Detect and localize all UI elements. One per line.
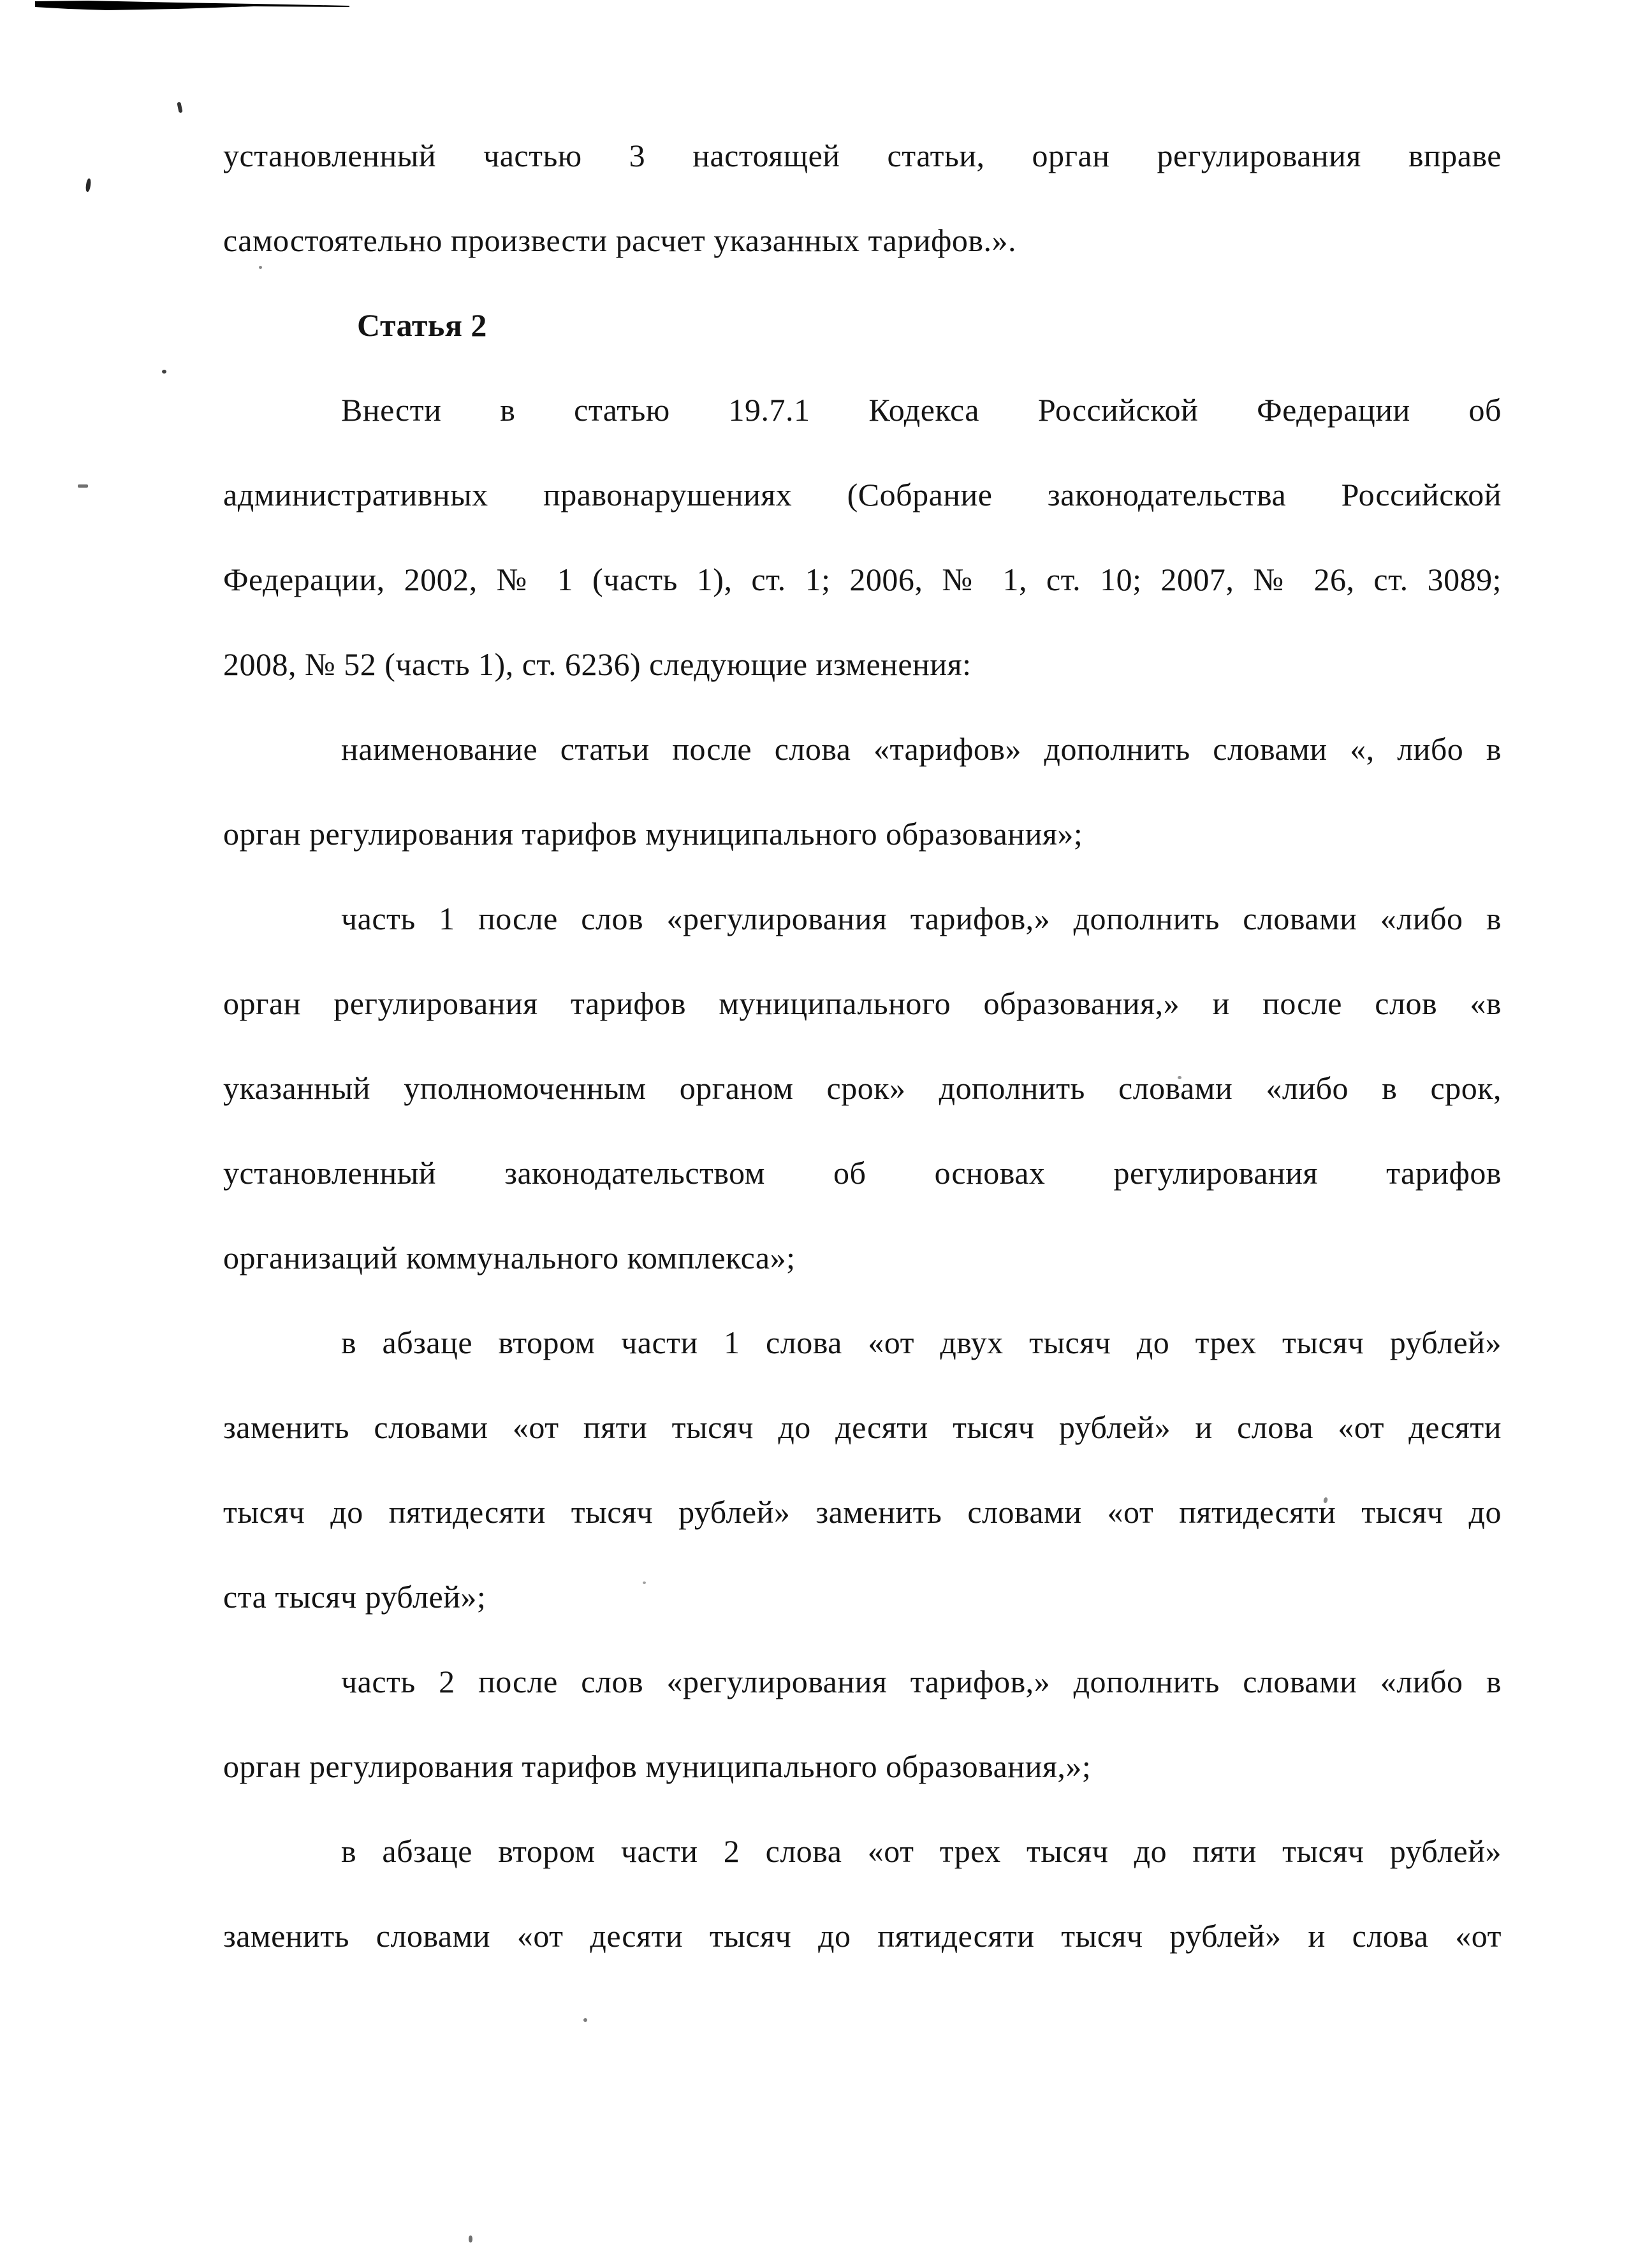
text-line: Внести в статью 19.7.1 Кодекса Российской Федерации об [341,392,1502,428]
text-line: самостоятельно произвести расчет указанных тарифов.». [223,222,1016,258]
text-line: в абзаце втором части 1 слова «от двух тысяч до трех тысяч рублей» [341,1325,1502,1360]
text-line: часть 2 после слов «регулирования тарифов,» дополнить словами «либо в [341,1664,1502,1699]
text-line: тысяч до пятидесяти тысяч рублей» заменить словами «от пятидесяти тысяч до [223,1494,1502,1530]
text-line: указанный уполномоченным органом срок» дополнить словами «либо в срок, [223,1070,1502,1106]
text-line: заменить словами «от пяти тысяч до десяти тысяч рублей» и слова «от десяти [223,1409,1502,1445]
scan-speck [583,2018,587,2022]
text-line: часть 1 после слов «регулирования тарифов,» дополнить словами «либо в [341,901,1502,936]
text-line: заменить словами «от десяти тысяч до пятидесяти тысяч рублей» и слова «от [223,1918,1502,1954]
text-line: орган регулирования тарифов муниципального образования,» и после слов «в [223,985,1502,1021]
text-line: установленный законодательством об основах регулирования тарифов [223,1155,1502,1191]
text-line: административных правонарушениях (Собрание законодательства Российской [223,477,1502,512]
scan-speck [469,2235,472,2243]
article-heading: Статья 2 [357,307,487,343]
text-line: организаций коммунального комплекса»; [223,1240,796,1276]
text-line: в абзаце втором части 2 слова «от трех тысяч до пяти тысяч рублей» [341,1833,1502,1869]
text-line: орган регулирования тарифов муниципального образования»; [223,816,1083,852]
text-line: Федерации, 2002, № 1 (часть 1), ст. 1; 2006, № 1, ст. 10; 2007, № 26, ст. 3089; [223,562,1502,597]
text-line: установленный частью 3 настоящей статьи, орган регулирования вправе [223,138,1502,173]
text-line: орган регулирования тарифов муниципального образования,»; [223,1748,1092,1784]
text-line: ста тысяч рублей»; [223,1579,486,1615]
text-line: 2008, № 52 (часть 1), ст. 6236) следующие изменения: [223,646,972,682]
text-line: наименование статьи после слова «тарифов» дополнить словами «, либо в [341,731,1502,767]
